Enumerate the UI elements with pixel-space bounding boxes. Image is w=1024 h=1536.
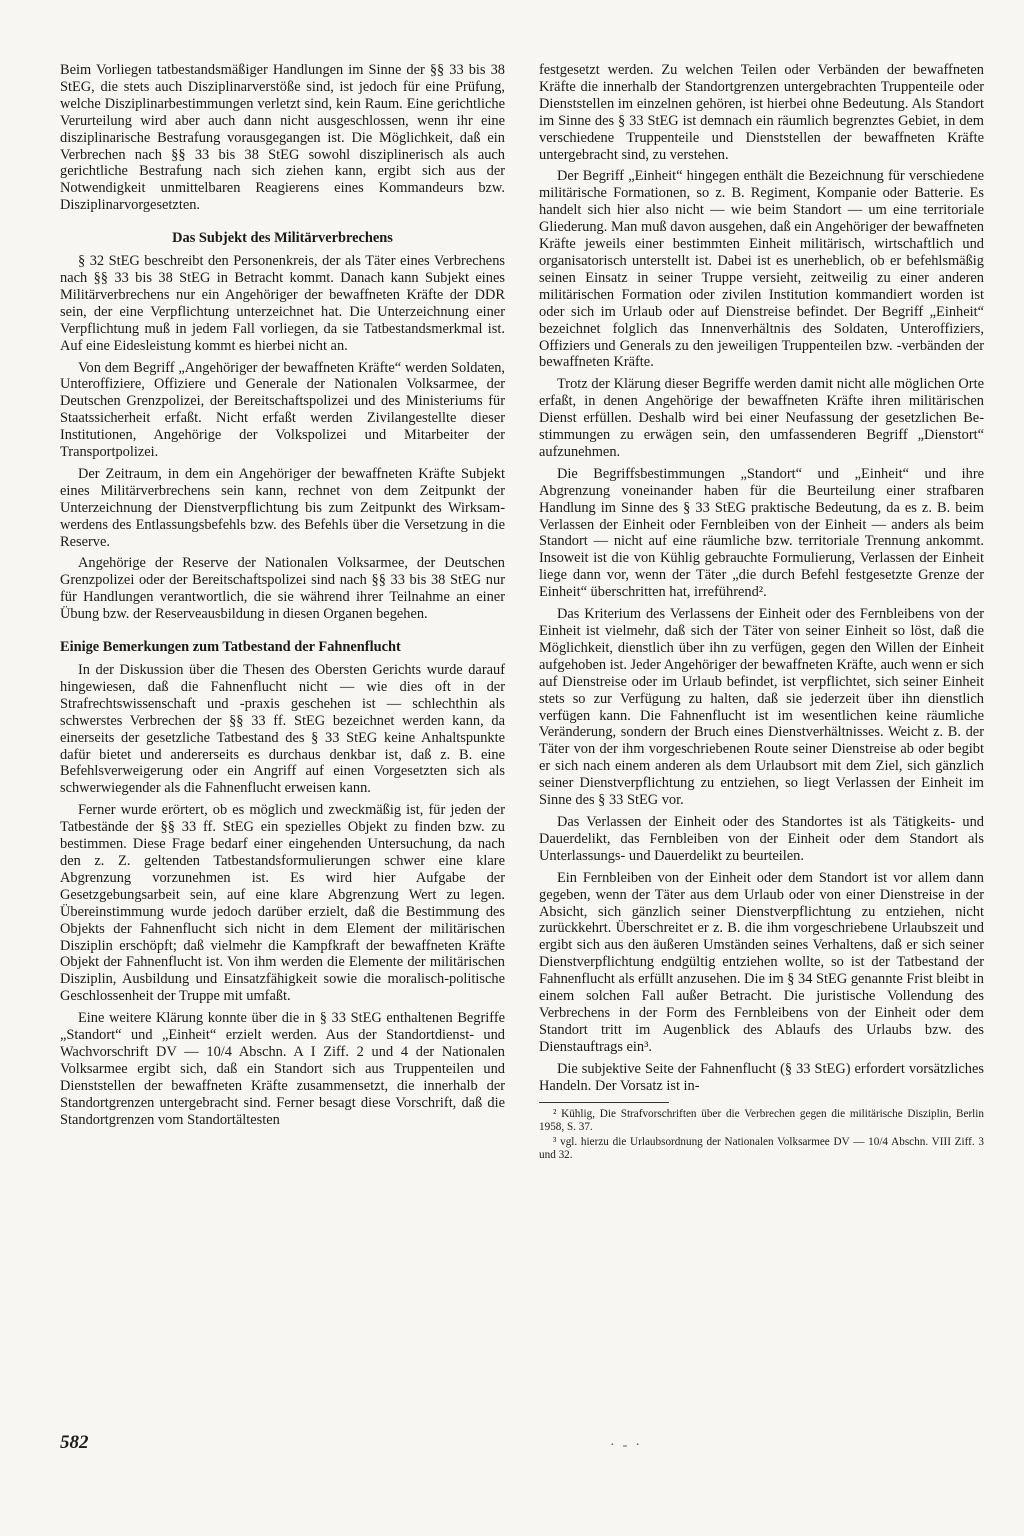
footnotes bbox=[539, 1108, 984, 1161]
page-number: 582 bbox=[60, 1432, 89, 1453]
right-column bbox=[539, 62, 984, 1164]
left-column bbox=[60, 62, 505, 1133]
paragraph: festgesetzt werden. Zu welchen Teilen oder Verbänden der bewaffneten Kräfte die innerhalb der Standortgrenzen untergebrachten Truppenteile oder Dienststellen im einzelnen gehören, ist hierbei ohne Bedeutung. Als Standort im Sinne des § 33 StEG ist demnach ein räumlich begrenztes Gebiet, in dem verschiedene Truppenteile und Dienststellen der bewaffneten Kräfte untergebracht sind, zu verstehen. bbox=[539, 62, 984, 163]
paragraph: Der Begriff „Einheit“ hingegen enthält die Bezeichnung für verschiedene militärische Formationen, so z. B. Regiment, Kompanie oder Batterie. Es handelt sich hier also nicht — wie beim Standort — um eine territoriale Gliederung. Man muß davon ausgehen, daß ein Angehöriger der bewaffneten Kräfte jeweils einer bestimmten Einheit militärisch, wirtschaftlich und organisatorisch unterstellt ist. Dabei ist es unerheblich, ob er befehlsmäßig seinen Einsatz in seiner Truppe versieht, zeitweilig zu einer anderen militärischen Formation oder zivilen Institution kommandiert worden ist oder sich im Urlaub oder auf Dienstreise befindet. Der Begriff „Einheit“ bezeichnet folglich das Innenverhältnis des Soldaten, Unteroffiziers, Offiziers und Generals zu den jeweiligen Truppenteilen bzw. -verbänden der bewaffneten Kräfte. bbox=[539, 168, 984, 371]
paragraph: Das Verlassen der Einheit oder des Standortes ist als Tätigkeits- und Dauerdelikt, das Fernbleiben von der Einheit oder dem Standort als Unterlassungs- und Dauerdelikt zu beurteilen. bbox=[539, 813, 984, 864]
paragraph: Die Begriffsbestimmungen „Standort“ und „Einheit“ und ihre Abgrenzung voneinander haben für die Beurteilung einer strafbaren Handlung im Sinne des § 33 StEG praktische Bedeutung, da es z. B. beim Verlassen der Einheit oder Fernbleiben von der Einheit — anders als beim Standort — nicht auf eine räumliche bzw. territoriale Trennung ankommt. Insoweit ist die von Kühlig gebrauchte Formulierung, Verlassen der Einheit liege dann vor, wenn der Täter „die durch Befehl festgesetzte Grenze der Einheit“ überschritten hat, irreführend². bbox=[539, 465, 984, 601]
paragraph: Angehörige der Reserve der Nationalen Volksarmee, der Deutschen Grenzpolizei oder der Bereitschaftspolizei sind nach §§ 33 bis 38 StEG nur für Handlungen verantwortlich, die sie während ihrer Teilnahme an einer Übung bzw. der Reserveausbildung in diesen Organen begehen. bbox=[60, 555, 505, 623]
paragraph: Beim Vorliegen tatbestandsmäßiger Handlungen im Sinne der §§ 33 bis 38 StEG, die stets auch Disziplinarverstöße sind, ist jedoch für eine Prüfung, welche Disziplinarbestimmungen verletzt sind, kein Raum. Eine gerichtliche Verurteilung wird aber auch dann nicht ausgeschlossen, wenn ihr eine disziplinarische Bestrafung vorausgegangen ist. Die Möglichkeit, daß ein Verbrechen nach §§ 33 bis 38 StEG sowohl disziplinerisch als auch gerichtliche Bestrafung nach sich ziehen kann, ergibt sich aus der Notwendigkeit unmittelbaren Reagierens eines Kommandeurs bzw. Disziplinarvorgesetzten. bbox=[60, 62, 505, 214]
paragraph: Der Zeitraum, in dem ein Angehöriger der bewaffneten Kräfte Subjekt eines Militärverbrechens sein kann, rechnet von dem Zeitpunkt der Unterzeichnung der Dienstverpflichtung bis zum Zeitpunkt des Wirksamwerdens des Entlassungsbefehls bzw. des Befehls über die Versetzung in die Reserve. bbox=[60, 465, 505, 550]
paragraph: Von dem Begriff „Angehöriger der bewaffneten Kräfte“ werden Soldaten, Unteroffiziere, Offiziere und Generale der Nationalen Volksarmee, der Deutschen Grenzpolizei, der Bereitschaftspolizei und des Ministeriums für Staatssicherheit erfaßt. Nicht erfaßt werden Zivilangestellte dieser Institutionen, Angehörige der Volkspolizei und Mitarbeiter der Transportpolizei. bbox=[60, 359, 505, 461]
paragraph: In der Diskussion über die Thesen des Obersten Gerichts wurde darauf hingewiesen, daß die Fahnenflucht nicht — wie dies oft in der Strafrechtswissenschaft und -praxis geschehen ist — schlechthin als schwerstes Verbrechen der §§ 33 ff. StEG bezeichnet werden kann, da einerseits der gesetzliche Tatbestand des § 33 StEG keine Anhaltspunkte dafür bietet und andererseits es durchaus denkbar ist, daß z. B. eine Befehlsverweigerung oder ein Angriff auf einen Vorgesetzten sich als schwerwiegender als die Fahnenflucht erweisen kann. bbox=[60, 662, 505, 797]
footnote: ³ vgl. hierzu die Urlaubsordnung der Nationalen Volksarmee DV — 10/4 Abschn. VIII Ziff. 3 und 32. bbox=[539, 1136, 984, 1161]
paragraph: § 32 StEG beschreibt den Personenkreis, der als Täter eines Verbrechens nach §§ 33 bis 38 StEG in Betracht kommt. Danach kann Subjekt eines Militärverbrechens nur ein Angehöriger der bewaffneten Kräfte der DDR sein, der eine Verpflichtung unterzeichnet hat. Die Unterzeichnung einer Verpflichtung muß in jedem Fall vorliegen, da sie Tatbestandsmerkmal ist. Auf eine Eidesleistung kommt es hierbei nicht an. bbox=[60, 253, 505, 354]
footnote: ² Kühlig, Die Strafvorschriften über die Verbrechen gegen die militärische Disziplin, Berlin 1958, S. 37. bbox=[539, 1108, 984, 1134]
scan-mark: ·-· bbox=[610, 1438, 648, 1453]
paragraph: Das Kriterium des Verlassens der Einheit oder des Fernbleibens von der Einheit ist vielmehr, daß sich der Täter von seiner Einheit so löst, daß die Möglichkeit, dienstlich über ihn zu verfügen, gegen den Willen der Einheit aufgehoben ist. Jeder Angehöriger der bewaffneten Kräfte, auch wenn er sich auf Dienstreise oder im Urlaub befindet, ist verpflichtet, sich seiner Einheit stets so zur Verfügung zu halten, daß sie jederzeit über ihn dienstlich verfügen kann. Die Fahnenflucht ist im wesentlichen keine räumliche Veränderung, sondern der Bruch eines Dienstverhältnisses. Weicht z. B. der Täter von der ihm vorgeschriebenen Route seiner Dienstreise ab oder begibt er sich nach einem anderen als dem Urlaubsort mit dem Ziel, sich gänzlich seiner Dienstverpflichtung zu entziehen, so liegt Verlassen der Einheit im Sinne des § 33 StEG vor. bbox=[539, 606, 984, 809]
section-heading: Einige Bemerkungen zum Tatbestand der Fahnenflucht bbox=[60, 639, 401, 656]
paragraph: Eine weitere Klärung konnte über die in § 33 StEG enthaltenen Begriffe „Standort“ und „Einheit“ erzielt werden. Aus der Standortdienst- und Wachvorschrift DV — 10/4 Abschn. A I Ziff. 2 und 4 der Nationalen Volksarmee ergibt sich, daß ein Standort sich aus Truppenteilen und Dienststellen der bewaffneten Kräfte zusammensetzt, die innerhalb der Standortgrenzen untergebracht sind. Ferner besagt diese Vorschrift, daß die Standortgrenzen vom Standortältesten bbox=[60, 1010, 505, 1128]
paragraph: Ein Fernbleiben von der Einheit oder dem Standort ist vor allem dann gegeben, wenn der Täter aus dem Urlaub oder von einer Dienstreise in der Absicht, sich gänzlich seiner Dienstverpflichtung zu entziehen, nicht zurückkehrt. Überschreitet er z. B. die ihm vorgeschriebene Urlaubszeit und ergibt sich aus den äußeren Umständen seines Verhaltens, daß er sich seiner Dienstverpflichtung endgültig entziehen wollte, so ist der Tatbestand der Fahnenflucht als erfüllt anzusehen. Die im § 34 StEG genannte Frist bleibt in einem solchen Fall außer Betracht. Die juristische Vollendung des Verbrechens in der Form des Fernbleibens von der Einheit oder dem Standort tritt im Augenblick des Ablaufs des Urlaubs bzw. des Dienstauftrags ein³. bbox=[539, 869, 984, 1055]
section-heading: Das Subjekt des Militärverbrechens bbox=[172, 230, 393, 247]
paragraph: Trotz der Klärung dieser Begriffe werden damit nicht alle möglichen Orte erfaßt, in denen Angehörige der bewaffneten Kräfte ihren militärischen Dienst erfüllen. Deshalb wird bei einer Neufassung der gesetzlichen Bestimmungen zu erwägen sein, den umfassenderen Begriff „Dienstort“ aufzunehmen. bbox=[539, 376, 984, 460]
paragraph: Die subjektive Seite der Fahnenflucht (§ 33 StEG) erfordert vorsätzliches Handeln. Der Vorsatz ist in- bbox=[539, 1060, 984, 1094]
paragraph: Ferner wurde erörtert, ob es möglich und zweckmäßig ist, für jeden der Tatbestände der §§ 33 ff. StEG ein spezielles Objekt zu finden bzw. zu bestimmen. Diese Frage bedarf einer eingehenden Untersuchung, da nach den z. Z. geltenden Tatbestandsformulierungen schwer eine klare Abgrenzung vorzunehmen ist. Es wird hier Aufgabe der Gesetzgebungsarbeit sein, auf eine klare Abgrenzung Wert zu legen. Übereinstimmung wurde jedoch darüber erzielt, daß die Bestimmung des Objekts der Fahnenflucht sich nicht in dem Element der militärischen Disziplin erschöpft; daß vielmehr die Kampfkraft der bewaffneten Kräfte Objekt der Fahnenflucht ist. Von ihm werden die Elemente der militärischen Disziplin, Ausbildung und Einsatzfähigkeit sowie die moralisch-politische Geschlossenheit der Truppe mit umfaßt. bbox=[60, 802, 505, 1005]
footnote-divider bbox=[539, 1102, 669, 1103]
